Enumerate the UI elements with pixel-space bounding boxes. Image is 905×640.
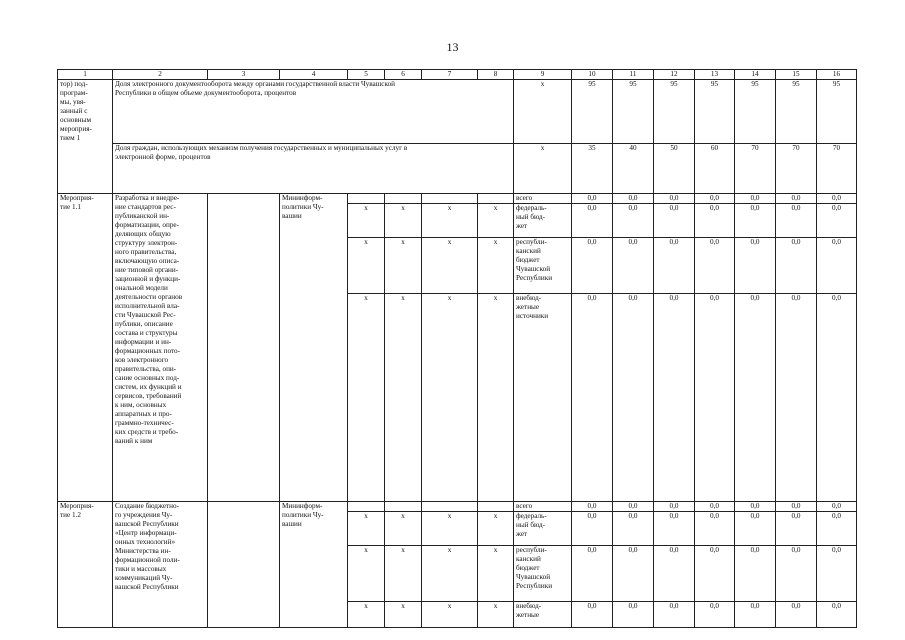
indicator-value: 70 — [735, 143, 776, 193]
funding-value: 0,0 — [776, 193, 817, 203]
header-cell: 12 — [654, 70, 695, 80]
indicator-value: 60 — [695, 143, 735, 193]
funding-value: 0,0 — [613, 601, 654, 627]
indicator-value: 95 — [613, 80, 654, 144]
funding-value: 0,0 — [654, 545, 695, 601]
funding-source: федераль- ный бюд- жет — [514, 203, 572, 237]
code-cell: x — [422, 601, 478, 627]
funding-value: 0,0 — [817, 293, 857, 501]
funding-value: 0,0 — [735, 601, 776, 627]
indicator-value: 50 — [654, 143, 695, 193]
funding-value: 0,0 — [735, 545, 776, 601]
funding-value: 0,0 — [613, 511, 654, 545]
funding-value: 0,0 — [695, 545, 735, 601]
funding-value: 0,0 — [817, 203, 857, 237]
funding-value: 0,0 — [572, 293, 613, 501]
funding-value: 0,0 — [817, 601, 857, 627]
indicator-value: 70 — [776, 143, 817, 193]
funding-source: всего — [514, 501, 572, 511]
funding-value: 0,0 — [572, 203, 613, 237]
funding-value: 0,0 — [613, 293, 654, 501]
indicator-name: Доля электронного документооборота между органами государственной власти Чувашской Республики в общем объеме документооборота, процентов — [113, 80, 514, 144]
code-cell: x — [348, 203, 385, 237]
measure-description: Разработка и внедре- ние стандартов рес- публиканской ин- форматизации, опре- деляющих общую структуру электрон- ного правительства, включающую описа- ние типовой органи- зационной и функци- ональной модели деятельности органов исполнительной вла- сти Чувашской Рес- публики, описание состава и структуры информации и ин- формационных пото- ков электронного правительства, опи- сание основных под- систем, их функций и сервисов, требований к ним, основных аппаратных и про- граммно-техничес- ких средств и требо- ваний к ним — [113, 193, 208, 501]
measure-executor: Мининформ- политики Чу- вашии — [280, 193, 348, 501]
code-cell: x — [478, 237, 514, 293]
funding-value: 0,0 — [776, 501, 817, 511]
header-cell: 11 — [613, 70, 654, 80]
code-cell: x — [422, 545, 478, 601]
funding-value: 0,0 — [735, 511, 776, 545]
header-cell: 8 — [478, 70, 514, 80]
funding-value: 0,0 — [572, 501, 613, 511]
funding-value: 0,0 — [695, 511, 735, 545]
header-cell: 4 — [280, 70, 348, 80]
code-cell: x — [385, 545, 422, 601]
funding-value: 0,0 — [654, 293, 695, 501]
indicator-value: 95 — [572, 80, 613, 144]
subprogram-target-label: тор) под- програм- мы, увя- занный с основным мероприя- тием 1 — [58, 80, 113, 144]
funding-value: 0,0 — [654, 193, 695, 203]
funding-row — [58, 193, 857, 203]
funding-value: 0,0 — [817, 511, 857, 545]
code-cell — [385, 501, 422, 511]
funding-value: 0,0 — [817, 501, 857, 511]
funding-value: 0,0 — [654, 203, 695, 237]
indicator-mark: x — [514, 143, 572, 193]
code-cell: x — [422, 237, 478, 293]
funding-value: 0,0 — [776, 511, 817, 545]
funding-source: республи- канский бюджет Чувашской Республики — [514, 545, 572, 601]
code-cell: x — [348, 511, 385, 545]
measure-description: Создание бюджетно- го учреждения Чу- вашской Республики «Центр информаци- онных технологий» Министерства ин- формационной поли- тики и массовых коммуникаций Чу- вашской Республики — [113, 501, 208, 627]
subprogram-target-label — [58, 143, 113, 193]
funding-source: федераль- ный бюд- жет — [514, 511, 572, 545]
code-cell: x — [478, 203, 514, 237]
measure-col3 — [208, 193, 280, 501]
header-cell: 16 — [817, 70, 857, 80]
measure-title: Мероприя- тие 1.1 — [58, 193, 113, 501]
code-cell: x — [348, 545, 385, 601]
measure-executor: Мининформ- политики Чу- вашии — [280, 501, 348, 627]
budget-table — [57, 69, 857, 628]
code-cell: x — [422, 511, 478, 545]
funding-value: 0,0 — [695, 501, 735, 511]
funding-value: 0,0 — [572, 545, 613, 601]
funding-value: 0,0 — [776, 203, 817, 237]
code-cell — [422, 501, 478, 511]
funding-value: 0,0 — [817, 545, 857, 601]
header-cell: 3 — [208, 70, 280, 80]
code-cell — [385, 193, 422, 203]
code-cell: x — [478, 511, 514, 545]
funding-value: 0,0 — [735, 193, 776, 203]
funding-value: 0,0 — [572, 237, 613, 293]
funding-value: 0,0 — [572, 601, 613, 627]
code-cell: x — [348, 601, 385, 627]
code-cell: x — [348, 293, 385, 501]
funding-value: 0,0 — [776, 293, 817, 501]
funding-value: 0,0 — [735, 501, 776, 511]
funding-value: 0,0 — [817, 237, 857, 293]
indicator-row — [58, 80, 857, 144]
funding-value: 0,0 — [572, 511, 613, 545]
code-cell: x — [422, 293, 478, 501]
funding-value: 0,0 — [654, 237, 695, 293]
indicator-value: 95 — [776, 80, 817, 144]
funding-value: 0,0 — [695, 601, 735, 627]
funding-value: 0,0 — [735, 237, 776, 293]
code-cell: x — [385, 237, 422, 293]
indicator-value: 95 — [695, 80, 735, 144]
indicator-value: 95 — [735, 80, 776, 144]
funding-value: 0,0 — [613, 193, 654, 203]
header-row — [58, 70, 857, 80]
code-cell — [478, 501, 514, 511]
header-cell: 13 — [695, 70, 735, 80]
code-cell: x — [385, 293, 422, 501]
funding-value: 0,0 — [654, 501, 695, 511]
funding-source: всего — [514, 193, 572, 203]
funding-value: 0,0 — [654, 601, 695, 627]
code-cell: x — [385, 203, 422, 237]
funding-source: внебюд- жетные — [514, 601, 572, 627]
code-cell: x — [385, 601, 422, 627]
funding-value: 0,0 — [776, 545, 817, 601]
code-cell — [348, 501, 385, 511]
code-cell — [422, 193, 478, 203]
indicator-mark: x — [514, 80, 572, 144]
code-cell — [478, 193, 514, 203]
code-cell: x — [348, 237, 385, 293]
code-cell: x — [478, 545, 514, 601]
funding-value: 0,0 — [613, 237, 654, 293]
indicator-value: 40 — [613, 143, 654, 193]
funding-value: 0,0 — [695, 193, 735, 203]
code-cell: x — [478, 293, 514, 501]
funding-value: 0,0 — [695, 237, 735, 293]
funding-value: 0,0 — [572, 193, 613, 203]
header-cell: 6 — [385, 70, 422, 80]
code-cell: x — [422, 203, 478, 237]
indicator-value: 95 — [817, 80, 857, 144]
funding-value: 0,0 — [695, 203, 735, 237]
funding-source: внебюд- жетные источники — [514, 293, 572, 501]
funding-value: 0,0 — [817, 193, 857, 203]
header-cell: 5 — [348, 70, 385, 80]
indicator-value: 35 — [572, 143, 613, 193]
funding-value: 0,0 — [776, 601, 817, 627]
indicator-row — [58, 143, 857, 193]
measure-title: Мероприя- тие 1.2 — [58, 501, 113, 627]
measure-col3 — [208, 501, 280, 627]
funding-value: 0,0 — [776, 237, 817, 293]
funding-value: 0,0 — [613, 545, 654, 601]
funding-value: 0,0 — [613, 203, 654, 237]
page-number: 13 — [446, 40, 459, 54]
header-cell: 7 — [422, 70, 478, 80]
header-cell: 9 — [514, 70, 572, 80]
indicator-value: 70 — [817, 143, 857, 193]
code-cell — [348, 193, 385, 203]
funding-value: 0,0 — [613, 501, 654, 511]
funding-value: 0,0 — [735, 203, 776, 237]
header-cell: 14 — [735, 70, 776, 80]
code-cell: x — [478, 601, 514, 627]
funding-source: республи- канский бюджет Чувашской Республики — [514, 237, 572, 293]
funding-row — [58, 501, 857, 511]
header-cell: 15 — [776, 70, 817, 80]
funding-value: 0,0 — [654, 511, 695, 545]
header-cell: 10 — [572, 70, 613, 80]
header-cell: 1 — [58, 70, 113, 80]
funding-value: 0,0 — [695, 293, 735, 501]
indicator-value: 95 — [654, 80, 695, 144]
funding-value: 0,0 — [735, 293, 776, 501]
code-cell: x — [385, 511, 422, 545]
indicator-name: Доля граждан, использующих механизм получения государственных и муниципальных услуг в электронной форме, процентов — [113, 143, 514, 193]
header-cell: 2 — [113, 70, 208, 80]
